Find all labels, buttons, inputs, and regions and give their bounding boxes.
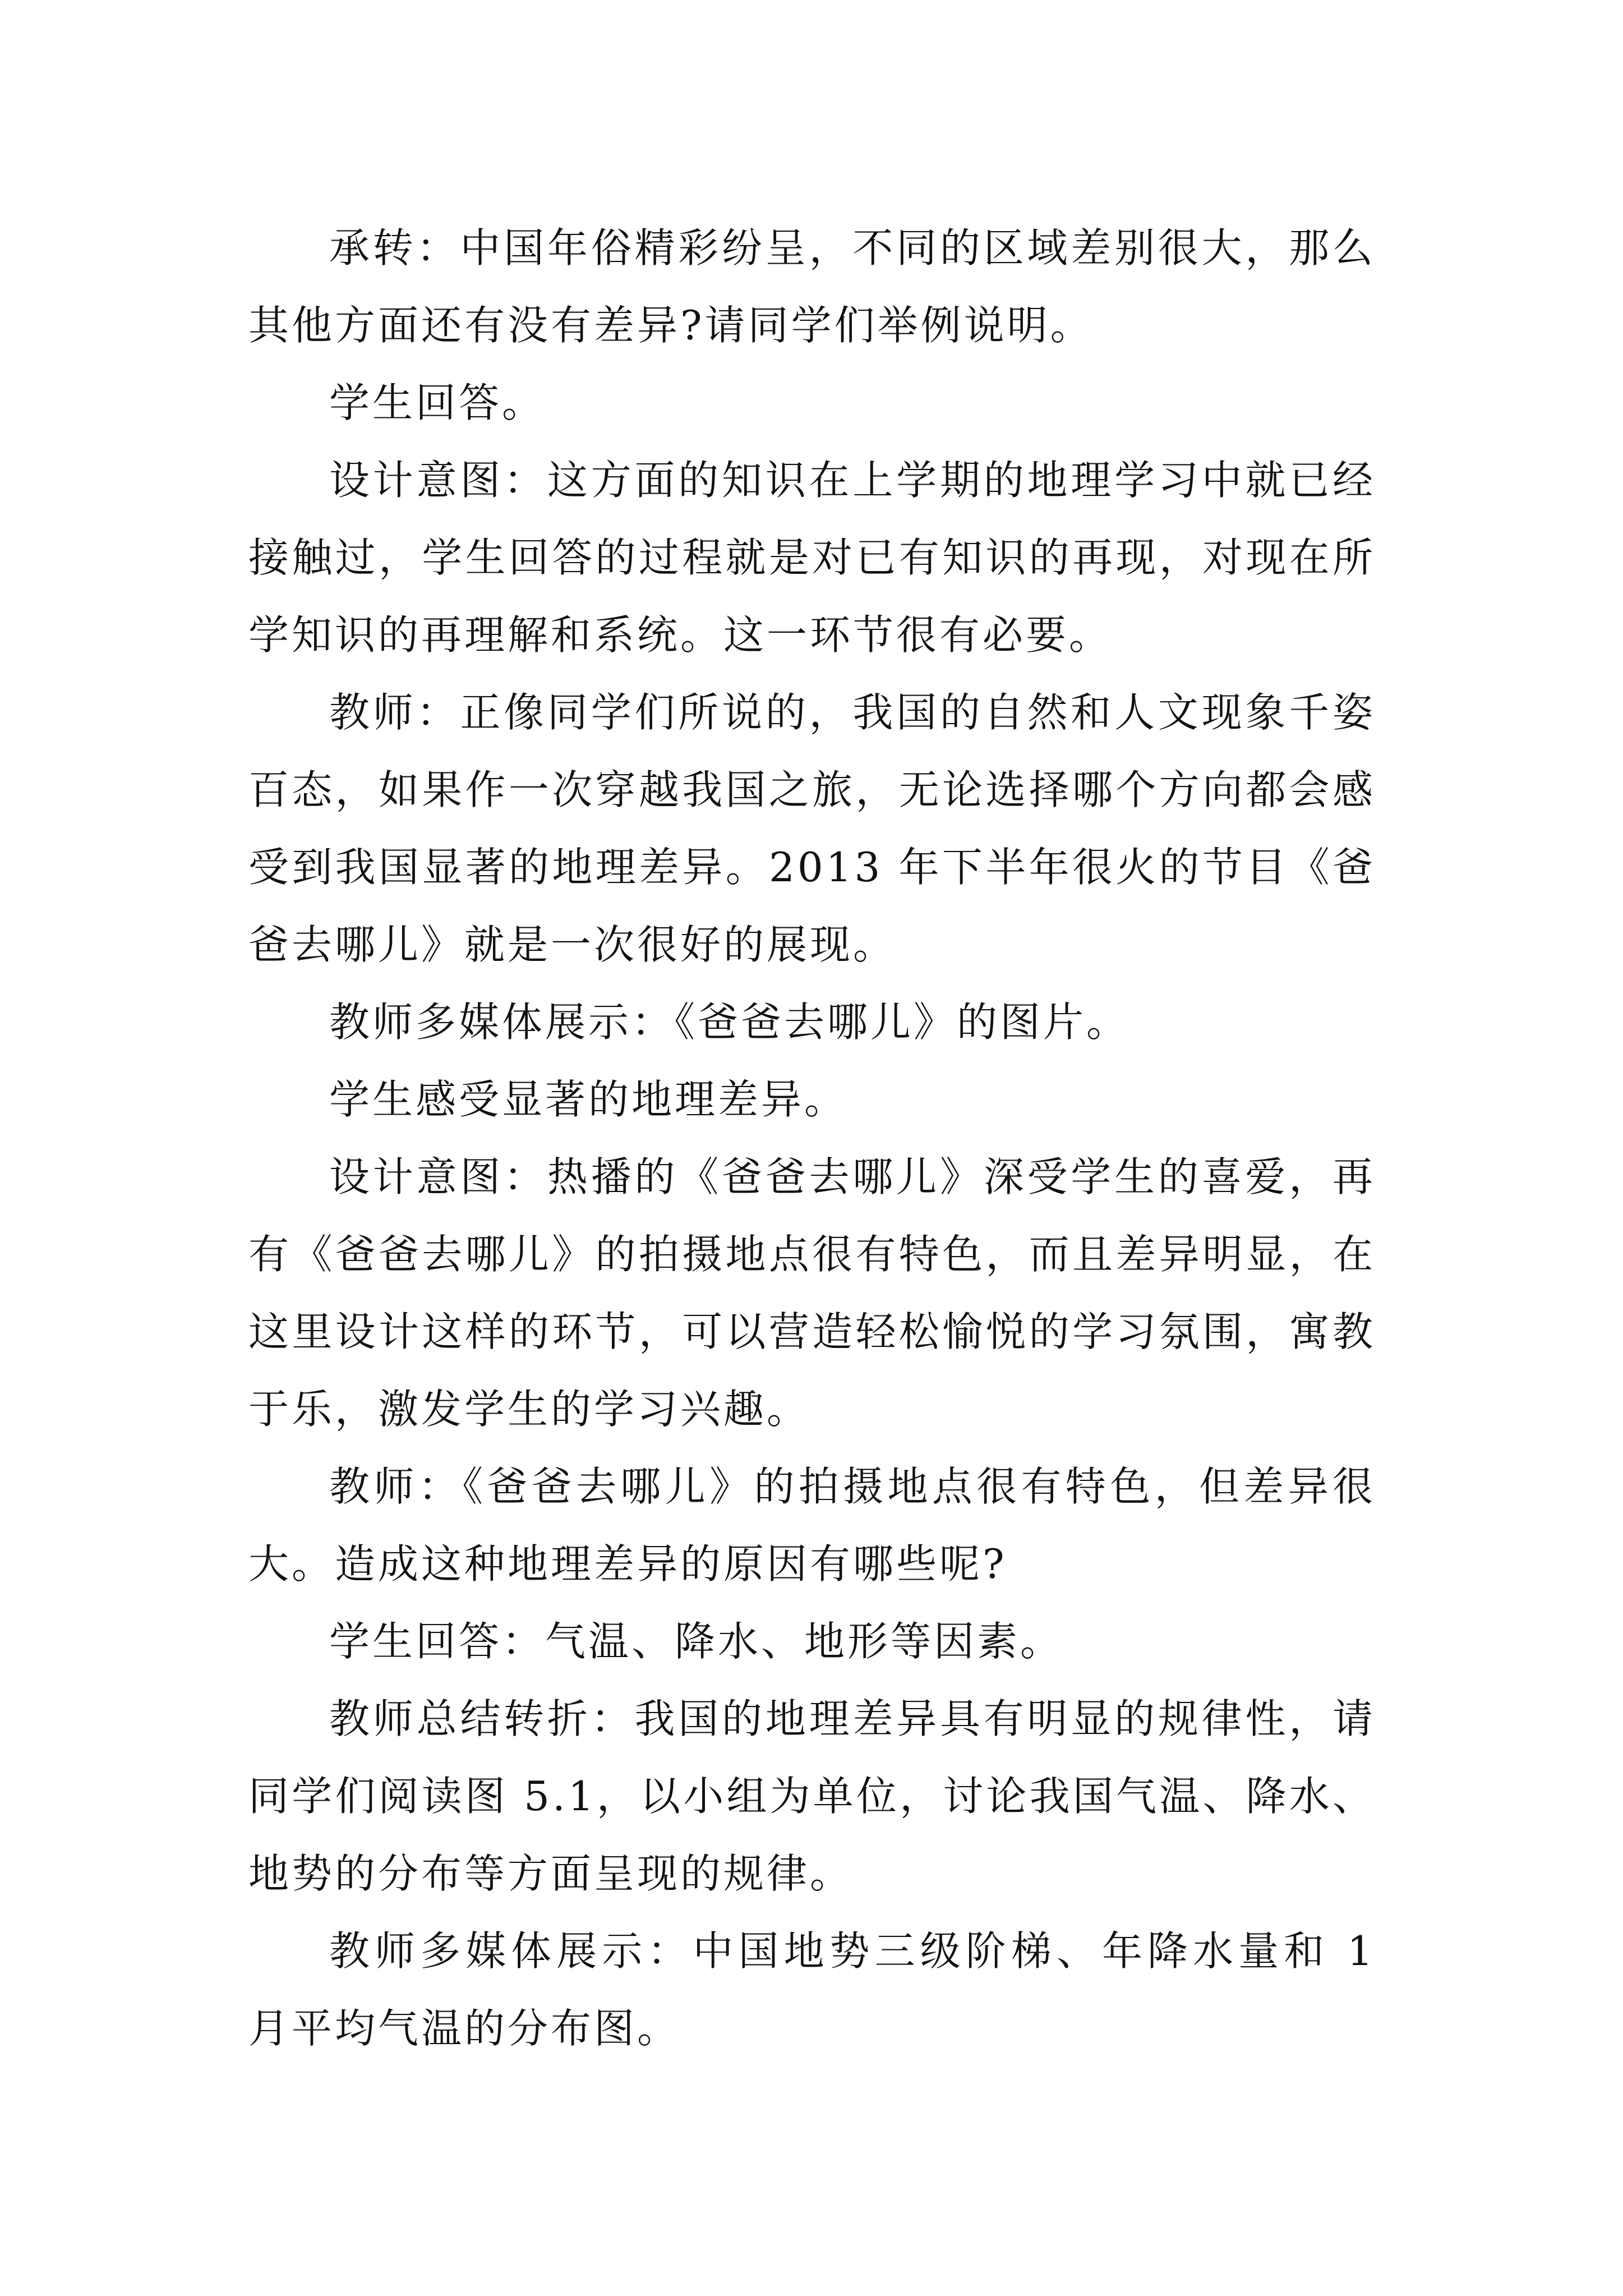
paragraph-teacher-summary: 教师总结转折：我国的地理差异具有明显的规律性，请同学们阅读图 5.1，以小组为单位，讨论我国气温、降水、地势的分布等方面呈现的规律。 — [248, 1695, 1376, 1897]
paragraph-teacher-2: 教师：《爸爸去哪儿》的拍摄地点很有特色，但差异很大。造成这种地理差异的原因有哪些呢? — [248, 1463, 1376, 1588]
paragraph-student-factors: 学生回答：气温、降水、地形等因素。 — [329, 1618, 1064, 1665]
paragraph-teacher-media-2: 教师多媒体展示：中国地势三级阶梯、年降水量和 1 月平均气温的分布图。 — [248, 1927, 1376, 2052]
paragraph-teacher-media-1: 教师多媒体展示：《爸爸去哪儿》的图片。 — [329, 999, 1130, 1046]
paragraph-student-feel: 学生感受显著的地理差异。 — [329, 1076, 848, 1123]
paragraph-transition: 承转：中国年俗精彩纷呈，不同的区域差别很大，那么其他方面还有没有差异?请同学们举例说明。 — [248, 224, 1376, 349]
paragraph-design-intent-2: 设计意图：热播的《爸爸去哪儿》深受学生的喜爱，再有《爸爸去哪儿》的拍摄地点很有特色，而且差异明显，在这里设计这样的环节，可以营造轻松愉悦的学习氛围，寓教于乐，激发学生的学习兴趣。 — [248, 1153, 1376, 1433]
paragraph-design-intent-1: 设计意图：这方面的知识在上学期的地理学习中就已经接触过，学生回答的过程就是对已有知识的再现，对现在所学知识的再理解和系统。这一环节很有必要。 — [248, 457, 1376, 659]
paragraph-teacher-1: 教师：正像同学们所说的，我国的自然和人文现象千姿百态，如果作一次穿越我国之旅，无论选择哪个方向都会感受到我国显著的地理差异。2013 年下半年很火的节目《爸爸去哪儿》就是一次很好的展现。 — [248, 689, 1376, 968]
document-body — [248, 209, 1376, 2067]
paragraph-student-answer: 学生回答。 — [329, 379, 546, 426]
